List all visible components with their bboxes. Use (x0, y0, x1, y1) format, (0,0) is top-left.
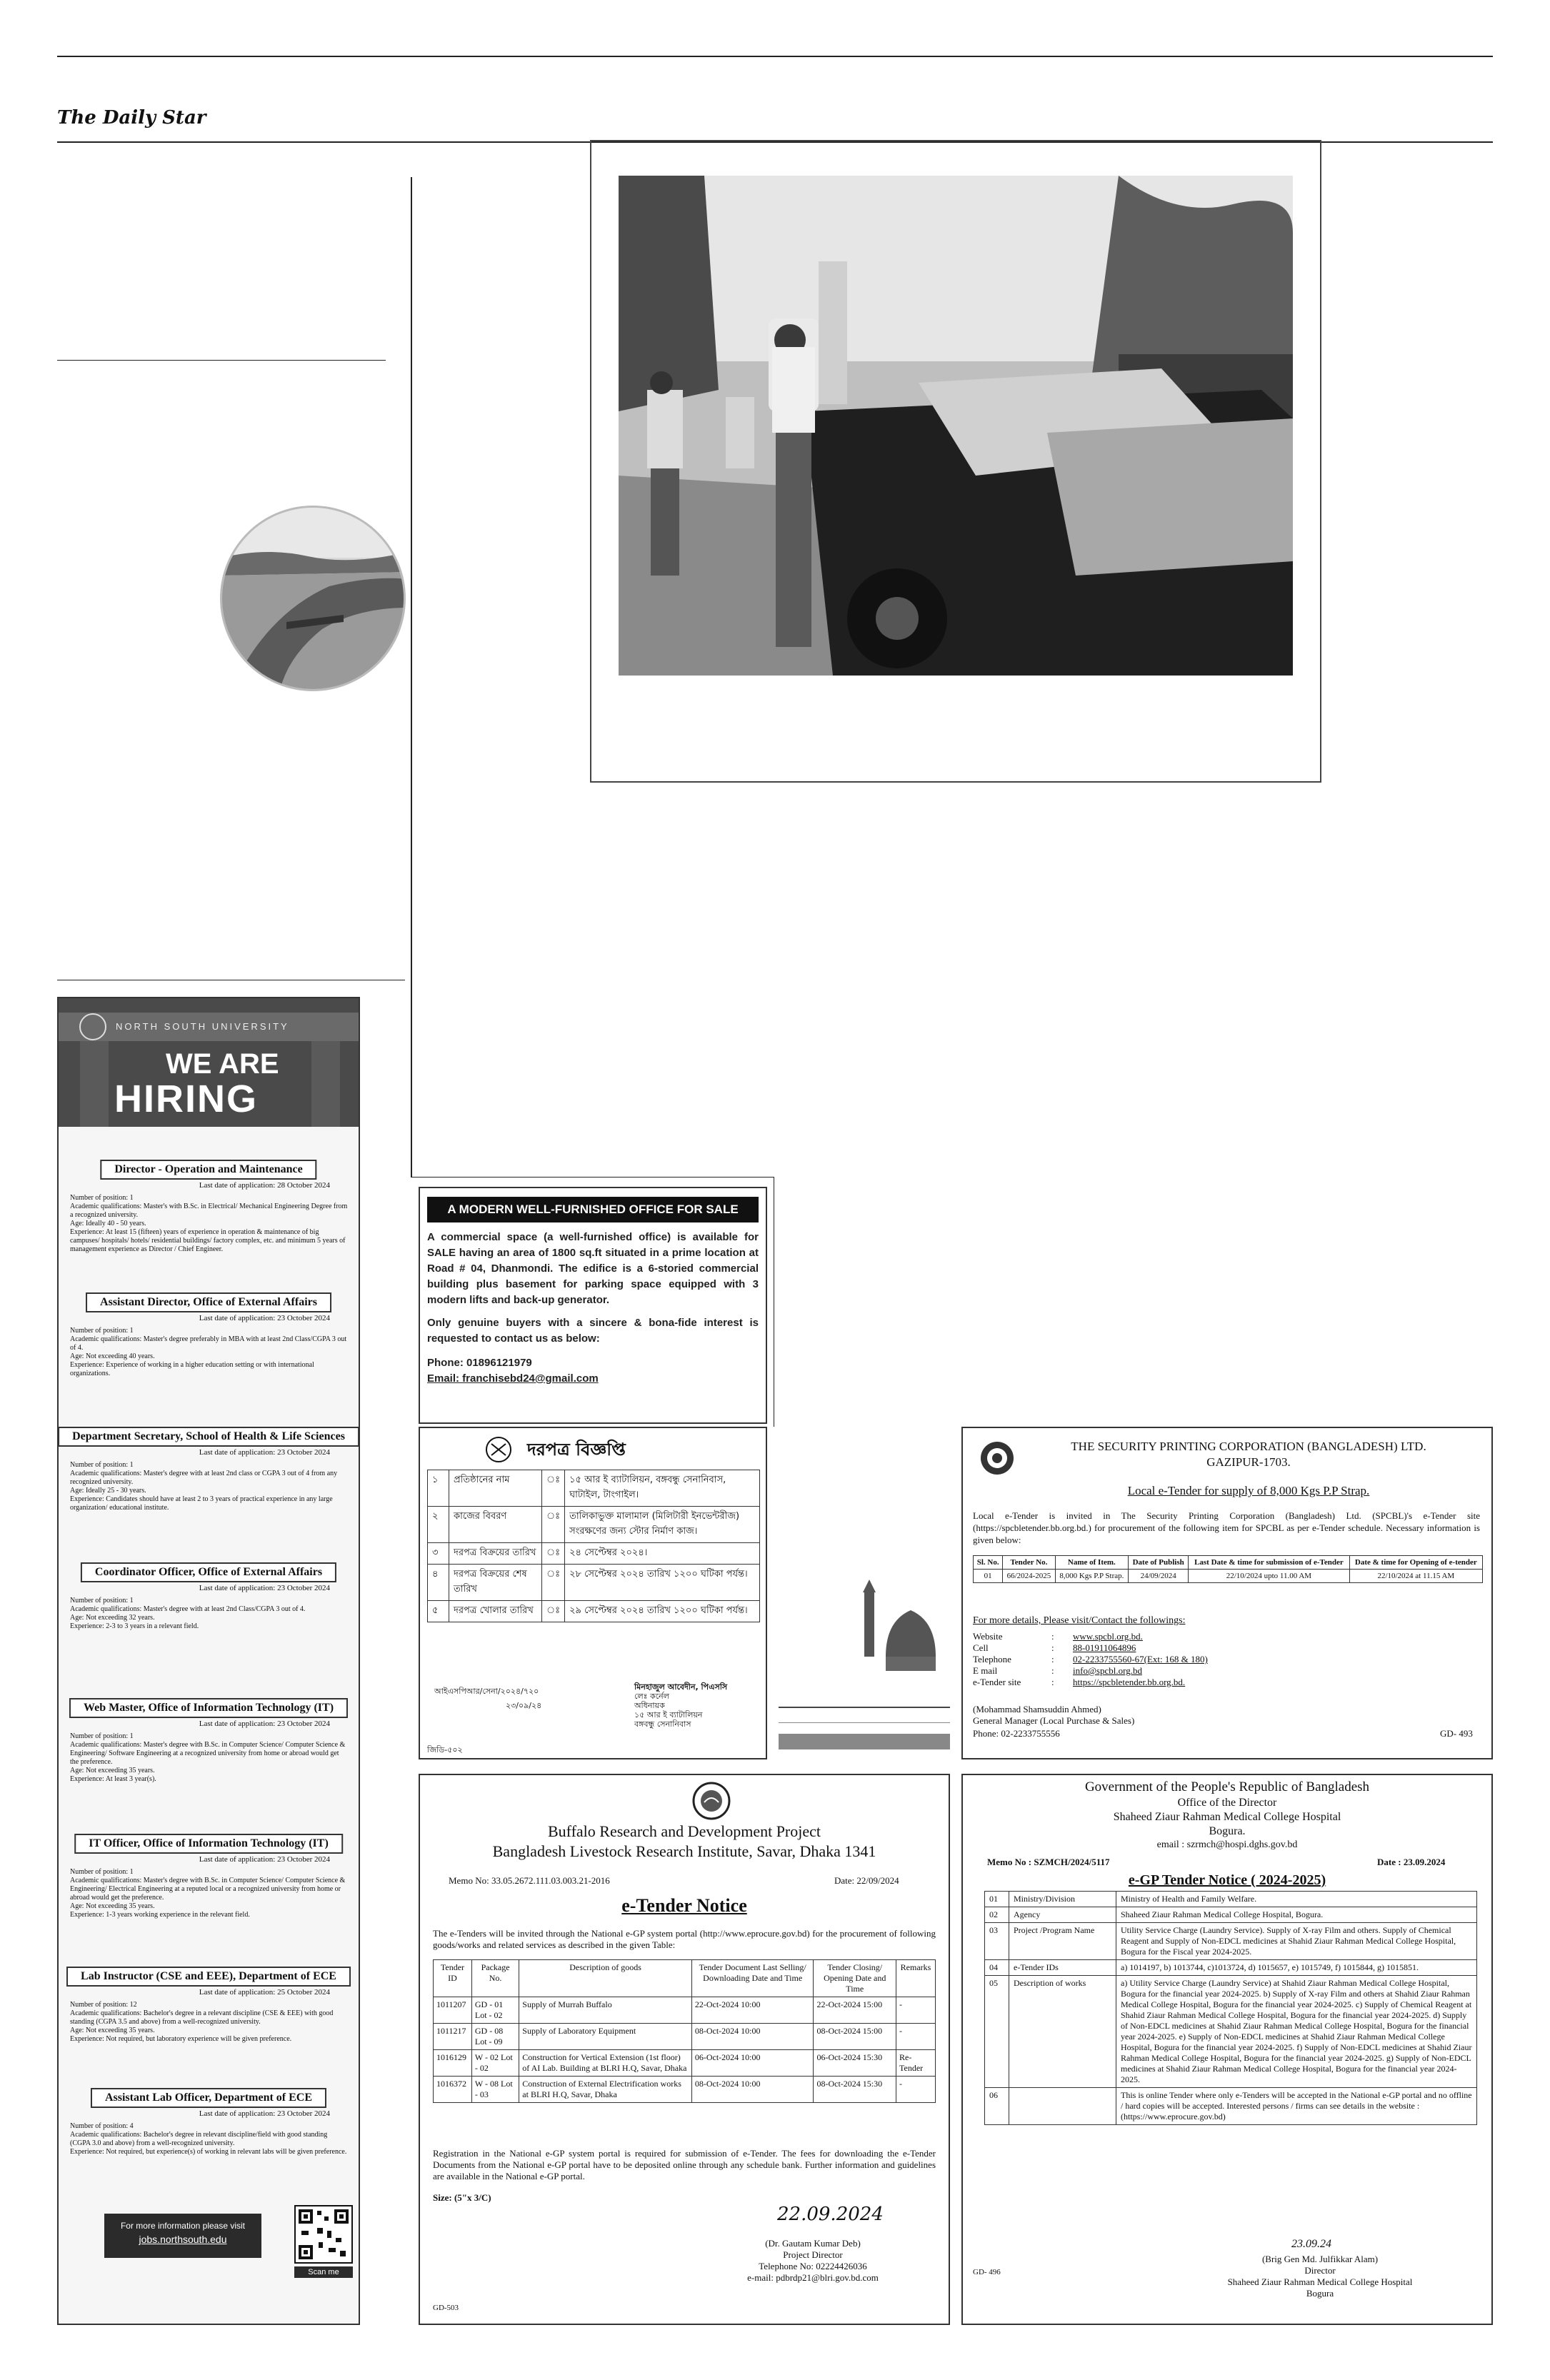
office-ad-para-2: Only genuine buyers with a sincere & bona-fide interest is requested to contact us as below: (427, 1317, 759, 1345)
blri-table-cell: 08-Oct-2024 15:30 (814, 2077, 896, 2103)
szr-signer-block (1170, 2254, 1470, 2299)
job-description: Number of position: 1 Academic qualifications: Master's with B.Sc. in Electrical/ Mechanical Engineering Degree from a recognized university. Age: Ideally 40 - 50 years. Experience: At least 15 (fifteen) years of experience in operation & maintenance of big campuses/ hospitals/ hotels/ residential buildings/ factory complex, etc. and minimum 5 years of management experience as Director / Chief Engineer. (70, 1194, 348, 1253)
spc-table-cell: 8,000 Kgs P.P Strap. (1055, 1570, 1129, 1583)
blri-size: Size: (5"x 3/C) (433, 2192, 491, 2203)
blri-table-header: Remarks (896, 1960, 936, 1997)
top-rule (57, 56, 1493, 57)
blri-table-header: Tender Document Last Selling/ Downloading Date and Time (691, 1960, 814, 1997)
szrmch-tender-notice (961, 1774, 1493, 2325)
blri-table-row (434, 1997, 936, 2024)
news-photo-frame (590, 140, 1321, 783)
column-divider (411, 177, 412, 1177)
szr-row-number: 02 (985, 1907, 1009, 1923)
blri-tender-notice (419, 1774, 950, 2325)
qr-code[interactable] (294, 2205, 353, 2264)
bn-row-colon: ঃ (542, 1565, 565, 1601)
hiring-headline-1: WE ARE (166, 1048, 279, 1080)
spc-table-header: Name of Item. (1055, 1556, 1129, 1570)
bn-row-colon: ঃ (542, 1507, 565, 1543)
spc-contact-row (973, 1654, 1401, 1665)
blri-table-cell: 1016372 (434, 2077, 472, 2103)
blri-table-cell: 1011217 (434, 2024, 472, 2050)
job-title: Assistant Lab Officer, Department of ECE (91, 2088, 326, 2108)
blri-title-2: Bangladesh Livestock Research Institute, Savar, Dhaka 1341 (492, 1842, 876, 1860)
szr-title-2: Office of the Director (1177, 1797, 1277, 1809)
bn-table-row (428, 1601, 760, 1622)
spc-signer: (Mohammad Shamsuddin Ahmed) (973, 1704, 1101, 1714)
blri-table-row (434, 2077, 936, 2103)
job-deadline: Last date of application: 28 October 2024 (199, 1181, 330, 1190)
nsu-hiring-ad (57, 997, 360, 2325)
bn-table-row (428, 1543, 760, 1565)
spc-table-header: Date & time for Opening of e-tender (1349, 1556, 1482, 1570)
bn-sig-line: লেঃ কর্নেল (634, 1692, 669, 1701)
bn-row-number: ৩ (428, 1543, 449, 1565)
spc-table-cell: 22/10/2024 upto 11.00 AM (1189, 1570, 1349, 1583)
bn-row-value: তালিকাভুক্ত মালামাল (মিলিটারী ইনভেন্টরীজ) সংরক্ষণের জন্য স্টোর নির্মাণ কাজ। (565, 1507, 760, 1543)
job-title: Director - Operation and Maintenance (100, 1160, 316, 1180)
szr-row-value: This is online Tender where only e-Tenders will be accepted in the National e-GP portal and no offline / hard copies will be accepted. Interested persons / firms can see details in the website : (https://www.eprocure.gov.bd) (1116, 2088, 1477, 2125)
bn-notice-table (427, 1470, 760, 1622)
army-emblem-icon (484, 1435, 513, 1464)
left-short-rule (57, 360, 386, 361)
szr-signer-org: Shaheed Ziaur Rahman Medical College Hospital (1227, 2276, 1413, 2287)
szr-row-value: a) Utility Service Charge (Laundry Service) at Shahid Ziaur Rahman Medical College Hospital, Bogura for the financial year 2024-2025. b) Supply of X-ray Film and others at Shahid Ziaur Rahman Medical College Hospital, Bogura for the financial year 2024-2025. c) Supply of Chemical Reagent at Shahid Ziaur Rahman Medical College Hospital, Bogura for the financial year 2024-2025. d) Supply of Non-EDCL medicines at Shahid Ziaur Rahman Medical College Hospital, Bogura for the financial year 2024-2025. e) Supply of Non-EDCL medicines at Shahid Ziaur Rahman Medical College Hospital, Bogura for the financial year 2024-2025. f) Supply of Non-EDCL medicines at Shahid Ziaur Rahman Medical College Hospital, Bogura for the financial year 2024-2025. g) Supply of Non-EDCL medicines at Shahid Ziaur Rahman Medical College Hospital, Bogura for the financial year 2024-2025. (1116, 1976, 1477, 2088)
blri-email: e-mail: pdbrdp21@blri.gov.bd.com (747, 2272, 879, 2283)
spc-phone: Phone: 02-2233755556 (973, 1728, 1060, 1739)
hiring-headline-2: HIRING (114, 1078, 258, 1120)
job-description: Number of position: 1 Academic qualifications: Master's degree with at least 2nd Class/CGPA 3 out of 4. Age: Not exceeding 32 years. Experience: 2-3 to 3 years in a relevant field. (70, 1597, 306, 1630)
blri-signature-date: 22.09.2024 (777, 2204, 884, 2225)
blri-table-header: Tender Closing/ Opening Date and Time (814, 1960, 896, 1997)
blri-telephone: Telephone No: 02224426036 (759, 2261, 867, 2271)
office-ad-heading: A MODERN WELL-FURNISHED OFFICE FOR SALE (427, 1197, 759, 1222)
job-deadline: Last date of application: 23 October 2024 (199, 1855, 330, 1864)
blri-table-cell: Re-Tender (896, 2050, 936, 2077)
blri-table-cell: Construction for Vertical Extension (1st floor) of AI Lab. Building at BLRI H.Q, Savar, Dhaka (519, 2050, 692, 2077)
spc-contact-row (973, 1642, 1401, 1654)
szr-row-number: 04 (985, 1960, 1009, 1976)
blri-table-cell: Supply of Murrah Buffalo (519, 1997, 692, 2024)
bn-row-number: ১ (428, 1470, 449, 1507)
blri-table-cell: GD - 01 Lot - 02 (471, 1997, 519, 2024)
spc-subtitle: Local e-Tender for supply of 8,000 Kgs P.P Strap. (1127, 1484, 1370, 1497)
szr-row-number: 01 (985, 1892, 1009, 1907)
szr-date: Date : 23.09.2024 (1377, 1857, 1446, 1867)
spc-title-2: GAZIPUR-1703. (1206, 1455, 1291, 1469)
blri-table-cell: W - 08 Lot - 03 (471, 2077, 519, 2103)
spc-contact-value[interactable]: https://spcbletender.bb.org.bd. (1073, 1677, 1186, 1687)
blri-footer: Registration in the National e-GP system portal is required for submission of e-Tender. The fees for downloading the e-Tender Documents from the National e-GP portal have to be deposited online through any schedule bank. Further information and guidelines are available in the National e-GP portal. (433, 2148, 936, 2181)
szr-row-value: Shaheed Ziaur Rahman Medical College Hospital, Bogura. (1116, 1907, 1477, 1923)
canal-photo (220, 506, 406, 691)
spc-contact-label: Cell (973, 1642, 989, 1653)
bn-sig-line: বঙ্গবন্ধু সেনানিবাস (634, 1719, 691, 1729)
szr-table-row (985, 2088, 1477, 2125)
blri-table-cell: 06-Oct-2024 15:30 (814, 2050, 896, 2077)
bn-notice-heading: দরপত্র বিজ্ঞপ্তি (527, 1440, 626, 1460)
szr-row-label (1009, 2088, 1116, 2125)
bn-gd: জিডি-৫০২ (427, 1745, 463, 1754)
spc-contact-colon: : (1051, 1654, 1054, 1665)
bn-row-label: দরপত্র বিক্রয়ের শেষ তারিখ (449, 1565, 542, 1601)
blri-signer: (Dr. Gautam Kumar Deb) (765, 2238, 861, 2249)
spc-table (973, 1555, 1483, 1583)
spc-contact-row (973, 1677, 1401, 1688)
szr-row-number: 06 (985, 2088, 1009, 2125)
blri-table-cell: 22-Oct-2024 15:00 (814, 1997, 896, 2024)
szr-row-label: Description of works (1009, 1976, 1116, 2088)
szr-row-number: 03 (985, 1923, 1009, 1960)
bn-sig-line: মিনহাজুল আবেদীন, পিএসসি (634, 1682, 728, 1692)
bn-row-label: দরপত্র খোলার তারিখ (449, 1601, 542, 1622)
blri-heading: e-Tender Notice (621, 1895, 747, 1916)
blri-table-cell: 06-Oct-2024 10:00 (691, 2050, 814, 2077)
job-title: Web Master, Office of Information Technology (IT) (69, 1698, 348, 1718)
center-section-rule (411, 1177, 774, 1178)
blri-table-cell: W - 02 Lot - 02 (471, 2050, 519, 2077)
bn-ref: আইএসপিআর/সেনা/২০২৪/৭২০ (434, 1687, 539, 1696)
szr-row-label: Agency (1009, 1907, 1116, 1923)
blri-table-row (434, 2050, 936, 2077)
spc-signer-title: General Manager (Local Purchase & Sales) (973, 1715, 1135, 1726)
szr-row-label: e-Tender IDs (1009, 1960, 1116, 1976)
demolition-photo (619, 176, 1293, 676)
bn-table-row (428, 1565, 760, 1601)
blri-signer-title: Project Director (783, 2249, 843, 2260)
szr-signer: (Brig Gen Md. Julfikkar Alam) (1261, 2254, 1379, 2264)
szr-table (984, 1891, 1477, 2125)
job-title: Department Secretary, School of Health & Life Sciences (58, 1427, 359, 1447)
szr-row-value: a) 1014197, b) 1013744, c)1013724, d) 1015657, e) 1015749, f) 1015844, g) 1015851. (1116, 1960, 1477, 1976)
footer-link[interactable]: jobs.northsouth.edu (139, 2234, 227, 2245)
spc-table-cell: 01 (974, 1570, 1003, 1583)
bn-row-number: ২ (428, 1507, 449, 1543)
blri-table-cell: GD - 08 Lot - 09 (471, 2024, 519, 2050)
szr-signature-date: 23.09.24 (1291, 2238, 1331, 2250)
blri-table (433, 1959, 936, 2103)
szr-row-number: 05 (985, 1976, 1009, 2088)
office-ad-phone: Phone: 01896121979 (427, 1357, 532, 1369)
bn-row-label: কাজের বিবরণ (449, 1507, 542, 1543)
blri-table-cell: 08-Oct-2024 15:00 (814, 2024, 896, 2050)
blri-logo-icon (691, 1781, 731, 1821)
masthead-logo: The Daily Star (57, 107, 206, 129)
bn-row-value: ১৫ আর ই ব্যাটালিয়ন, বঙ্গবন্ধু সেনানিবাস, ঘাটাইল, টাংগাইল। (565, 1470, 760, 1507)
office-sale-ad (419, 1187, 767, 1424)
bn-row-number: ৪ (428, 1565, 449, 1601)
job-deadline: Last date of application: 23 October 2024 (199, 2109, 330, 2118)
scan-me-label: Scan me (294, 2266, 353, 2278)
szr-title-1: Government of the People's Republic of Bangladesh (1084, 1779, 1370, 1794)
spc-logo-icon (979, 1440, 1016, 1477)
blri-gd: GD-503 (433, 2304, 459, 2312)
spc-contact-value[interactable]: 88-01911064896 (1073, 1642, 1136, 1653)
spc-contact-value[interactable]: info@spcbl.org.bd (1073, 1665, 1142, 1676)
job-description: Number of position: 12 Academic qualifications: Bachelor's degree in a relevant discipline (CSE & EEE) with good standing (CGPA 3.5 and above) from a well-recognized university. Age: Not exceeding 35 years. Experience: Not required, but laboratory experience will be given preference. (70, 2001, 334, 2043)
footer-line-1: For more information please visit (120, 2221, 246, 2231)
szr-email: email : szrmch@hospi.dghs.gov.bd (1156, 1839, 1298, 1850)
spc-contact-label: Telephone (973, 1654, 1011, 1665)
spc-contact-colon: : (1051, 1642, 1054, 1653)
office-ad-email: Email: franchisebd24@gmail.com (427, 1372, 599, 1385)
szr-row-value: Utility Service Charge (Laundry Service). Supply of X-ray Film and others. Supply of Chemical Reagent and Supply of Non-EDCL medicines at Shahid Ziaur Rahman Medical College Hospital, Bogura for the Fiscal year 2024-2025. (1116, 1923, 1477, 1960)
spc-contact-colon: : (1051, 1631, 1054, 1642)
spc-contact-row (973, 1665, 1401, 1677)
szr-title-3: Shaheed Ziaur Rahman Medical College Hospital (1113, 1811, 1341, 1823)
spc-contact-value[interactable]: 02-2233755560-67(Ext: 168 & 180) (1073, 1654, 1208, 1665)
bn-row-number: ৫ (428, 1601, 449, 1622)
blri-table-cell: - (896, 1997, 936, 2024)
bn-date: ২৩/০৯/২৪ (506, 1701, 542, 1710)
job-description: Number of position: 1 Academic qualifications: Master's degree preferably in MBA with at least 2nd Class/CGPA 3 out of 4. Age: Not exceeding 40 years. Experience: Experience of working in a higher education setting or with international organizations. (70, 1327, 347, 1377)
szr-gd: GD- 496 (973, 2268, 1001, 2276)
job-title: IT Officer, Office of Information Technology (IT) (74, 1834, 343, 1854)
bn-row-value: ২৯ সেপ্টেম্বর ২০২৪ তারিখ ১২০০ ঘটিকা পর্যন্ত। (565, 1601, 760, 1622)
office-ad-para-1: A commercial space (a well-furnished office) is available for SALE having an area of 1800 sq.ft situated in a prime location at Road # 04, Dhanmondi. The edifice is a 6-storied commercial building plus basement for parking space equipped with 3 modern lifts and back-up generator. (427, 1231, 759, 1306)
spc-table-header: Date of Publish (1129, 1556, 1189, 1570)
job-deadline: Last date of application: 23 October 2024 (199, 1448, 330, 1457)
blri-table-cell: - (896, 2077, 936, 2103)
spc-contact-colon: : (1051, 1677, 1054, 1687)
job-deadline: Last date of application: 25 October 2024 (199, 1988, 330, 1997)
szr-table-row (985, 1976, 1477, 2088)
blri-table-header: Package No. (471, 1960, 519, 1997)
spc-contact-label: E mail (973, 1665, 998, 1676)
bn-row-colon: ঃ (542, 1601, 565, 1622)
bn-row-label: প্রতিষ্ঠানের নাম (449, 1470, 542, 1507)
spc-tender-notice (961, 1427, 1493, 1759)
spc-table-cell: 66/2024-2025 (1003, 1570, 1055, 1583)
szr-signer-title: Director (1304, 2265, 1336, 2276)
bn-table-row (428, 1507, 760, 1543)
szr-row-label: Ministry/Division (1009, 1892, 1116, 1907)
spc-intro: Local e-Tender is invited in The Security Printing Corporation (Bangladesh) Ltd. (SPCBL)'s e-Tender site (https://spcbletender.bb.org.bd.) for procurement of the following item for SPCBL as per e-Tender schedule. Necessary information is given below: (973, 1510, 1480, 1545)
bn-table-row (428, 1470, 760, 1507)
szr-signer-city: Bogura (1306, 2288, 1334, 2299)
spc-contact-label: Website (973, 1631, 1003, 1642)
job-description: Number of position: 1 Academic qualifications: Master's degree with at least 2nd class or CGPA 3 out of 4 from any recognized university. Age: Ideally 25 - 30 years. Experience: Candidates should have at least 2 to 3 years of practical experience in any large organization/ educational institute. (70, 1461, 338, 1512)
blri-table-header: Tender ID (434, 1960, 472, 1997)
blri-memo: Memo No: 33.05.2672.111.03.003.21-2016 (449, 1875, 610, 1886)
bn-tender-notice (419, 1427, 767, 1759)
szr-table-row (985, 1892, 1477, 1907)
footer-box (104, 2214, 261, 2258)
mosque-graphic (779, 1535, 950, 1749)
job-deadline: Last date of application: 23 October 2024 (199, 1584, 330, 1592)
spc-table-cell: 24/09/2024 (1129, 1570, 1189, 1583)
blri-table-cell: 1016129 (434, 2050, 472, 2077)
blri-signer-block (706, 2238, 920, 2284)
spc-table-header: Tender No. (1003, 1556, 1055, 1570)
blri-table-cell: 08-Oct-2024 10:00 (691, 2077, 814, 2103)
szr-heading: e-GP Tender Notice ( 2024-2025) (1128, 1872, 1326, 1888)
spc-table-header: Sl. No. (974, 1556, 1003, 1570)
blri-table-cell: Supply of Laboratory Equipment (519, 2024, 692, 2050)
blri-table-cell: 08-Oct-2024 10:00 (691, 2024, 814, 2050)
nsu-banner (59, 998, 359, 1127)
bn-row-colon: ঃ (542, 1543, 565, 1565)
bn-row-value: ২৪ সেপ্টেম্বর ২০২৪। (565, 1543, 760, 1565)
spc-gd: GD- 493 (1440, 1728, 1473, 1739)
spc-contact-label: e-Tender site (973, 1677, 1021, 1687)
bn-row-colon: ঃ (542, 1470, 565, 1507)
szr-row-value: Ministry of Health and Family Welfare. (1116, 1892, 1477, 1907)
blri-title-1: Buffalo Research and Development Project (547, 1822, 821, 1840)
spc-table-header: Last Date & time for submission of e-Tender (1189, 1556, 1349, 1570)
job-deadline: Last date of application: 23 October 2024 (199, 1719, 330, 1728)
spc-contacts (973, 1631, 1401, 1688)
szr-table-row (985, 1960, 1477, 1976)
szr-memo: Memo No : SZMCH/2024/5117 (987, 1857, 1110, 1867)
spc-contact-colon: : (1051, 1665, 1054, 1676)
blri-table-header: Description of goods (519, 1960, 692, 1997)
job-deadline: Last date of application: 23 October 2024 (199, 1314, 330, 1322)
blri-table-cell: 22-Oct-2024 10:00 (691, 1997, 814, 2024)
bn-row-value: ২৮ সেপ্টেম্বর ২০২৪ তারিখ ১২০০ ঘটিকা পর্যন্ত। (565, 1565, 760, 1601)
spc-title-1: THE SECURITY PRINTING CORPORATION (BANGLADESH) LTD. (1071, 1440, 1426, 1453)
blri-table-row (434, 2024, 936, 2050)
job-title: Lab Instructor (CSE and EEE), Department of ECE (66, 1967, 351, 1987)
bn-signature (634, 1682, 727, 1729)
job-description: Number of position: 1 Academic qualifications: Master's degree with B.Sc. in Computer Science/ Computer Science & Engineering/ Electrical Engineering at a reputed local or a recognized university from home or abroad would get the preference. Age: Not exceeding 35 years. Experience: 1-3 years working experience in the relevant field. (70, 1868, 346, 1919)
spc-contact-value[interactable]: www.spcbl.org.bd. (1073, 1631, 1143, 1642)
job-title: Coordinator Officer, Office of External Affairs (81, 1562, 336, 1582)
spc-more-details: For more details, Please visit/Contact the followings: (973, 1615, 1186, 1626)
bn-sig-line: অধিনায়ক (634, 1701, 665, 1710)
job-description: Number of position: 1 Academic qualifications: Master's degree with B.Sc. in Computer Science/ Computer Science & Engineering/ Software Engineering at a recognized university from home or abroad would get the preference. Age: Not exceeding 35 years. Experience: At least 3 year(s). (70, 1732, 346, 1783)
spc-contact-row (973, 1631, 1401, 1642)
blri-table-cell: 1011207 (434, 1997, 472, 2024)
spc-table-cell: 22/10/2024 at 11.15 AM (1349, 1570, 1482, 1583)
blri-table-cell: Construction of External Electrification works at BLRI H.Q, Savar, Dhaka (519, 2077, 692, 2103)
blri-intro: The e-Tenders will be invited through the National e-GP system portal (http://www.eprocure.gov.bd) for the procurement of following goods/works and related services as described in the given Table: (433, 1928, 936, 1950)
szr-row-label: Project /Program Name (1009, 1923, 1116, 1960)
szr-table-row (985, 1923, 1477, 1960)
university-name: NORTH SOUTH UNIVERSITY (116, 1021, 289, 1032)
blri-table-cell: - (896, 2024, 936, 2050)
bn-row-label: দরপত্র বিক্রয়ের তারিখ (449, 1543, 542, 1565)
job-title: Assistant Director, Office of External Affairs (86, 1292, 331, 1312)
job-description: Number of position: 4 Academic qualifications: Bachelor's degree in relevant discipline/field with good standing (CGPA 3.0 and above) from a well-recognized university. Experience: Not required, but experience(s) of working in relevant labs will be given preference. (70, 2122, 347, 2156)
szr-title-4: Bogura. (1209, 1825, 1246, 1837)
blri-date: Date: 22/09/2024 (834, 1875, 899, 1886)
bn-sig-line: ১৫ আর ই ব্যাটালিয়ন (634, 1710, 703, 1719)
szr-table-row (985, 1907, 1477, 1923)
